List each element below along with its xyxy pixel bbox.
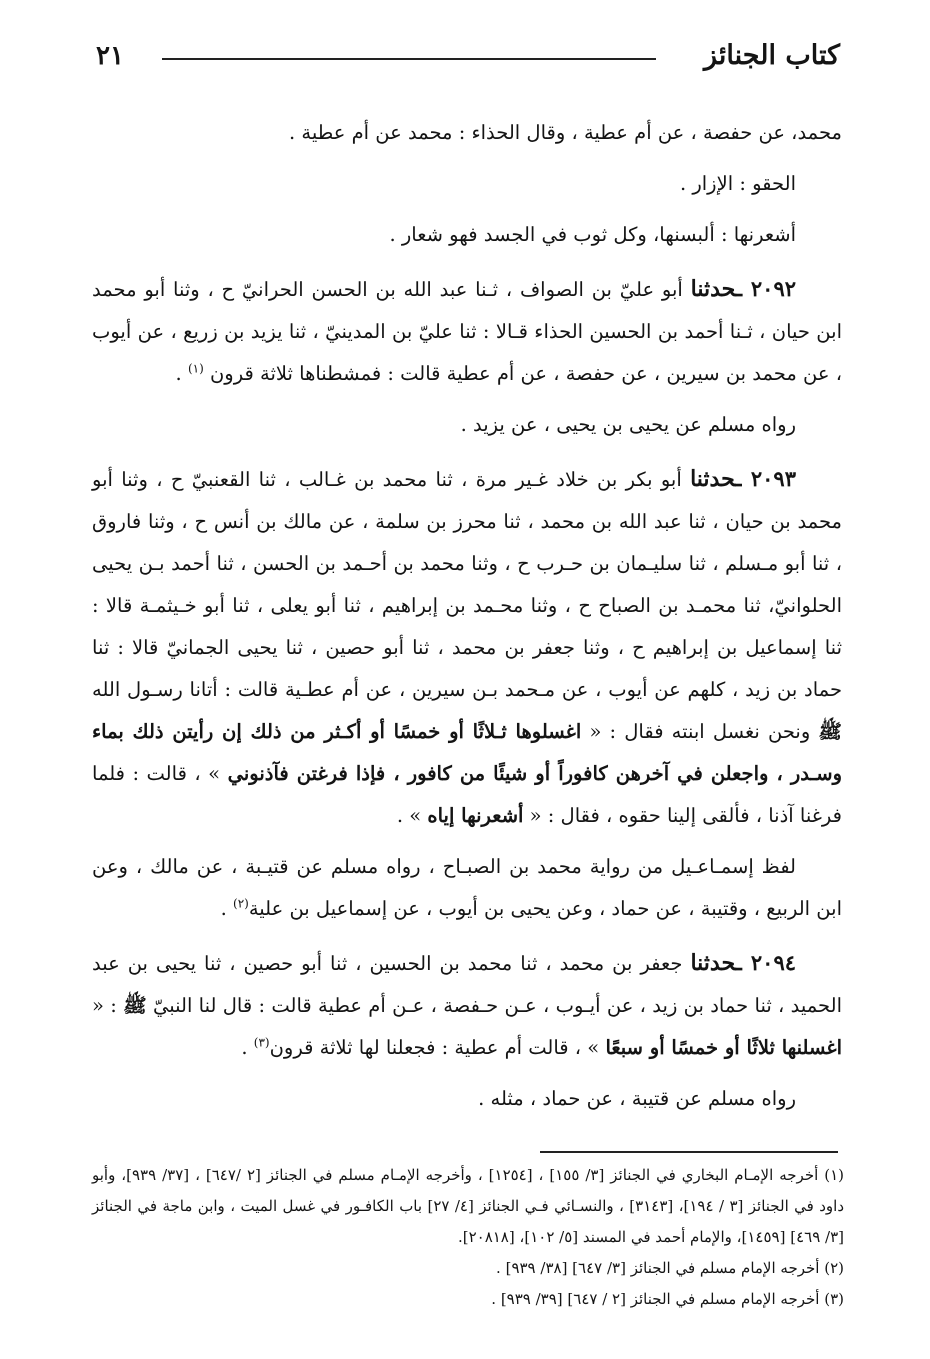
header-rule	[162, 58, 656, 60]
haddathana-label: حدثنا	[690, 276, 736, 302]
hadith-number: ٢٠٩٣ ـ	[735, 466, 796, 491]
hadith-number: ٢٠٩٤ ـ	[735, 950, 797, 975]
riwaya-2093	[92, 846, 842, 930]
footnote-2: (٢) أخرجه الإمام مسلم في الجنائز [٣/ ٦٤٧] [٣٨/ ٩٣٩] .	[496, 1259, 844, 1277]
hadith-end: .	[175, 362, 188, 385]
footnote-1: (١) أخرجه الإمـام البخاري في الجنائز [٣/ ١٥٥] ، [١٢٥٤] ، وأخرجه الإمـام مسلم في الجنائز [٢ /٦٤٧] ، [٣٧/ ٩٣٩]، وأبو داود في الجنائز [٣ / ١٩٤]، [٣١٤٣] ، والنسـائي فـي الجنائز [٤/ ٢٧] باب الكافـور في غسل الميت ، وابن ماجة في الجنائز [٣/ ٤٦٩] [١٤٥٩]، والإمام أحمد في المسند [٥/ ١٠٢]، [٢٠٨١٨].	[92, 1166, 845, 1246]
book-title: كتاب الجنائز	[704, 40, 840, 71]
footnotes	[92, 1160, 844, 1315]
hadith-matn: اغسلوها ثـلاثًا أو خمسًا أو أكـثر من ذلك إن رأيتن ذلك بماء وسـدر ، واجعلن في آخرهن كافوراً أو شيئًا من كافور ، فإذا فرغتن فآذنوني	[92, 720, 843, 785]
footnote-marker: (١)	[187, 361, 204, 376]
hadith-end: » .	[396, 804, 422, 827]
paragraph-gloss-haqw: الحقو : الإزار .	[679, 172, 796, 195]
hadith-2092	[92, 268, 842, 395]
salla-allahu-glyph: ﷺ	[818, 720, 842, 743]
hadith-number: ٢٠٩٢ ـ	[735, 276, 797, 301]
footnote-marker: (٣)	[253, 1035, 270, 1050]
footnote-marker: (٢)	[233, 896, 249, 911]
main-text	[92, 112, 842, 1129]
salla-allahu-glyph: ﷺ	[123, 994, 147, 1017]
hadith-text: أبو بكر بن خلاد غـير مرة ، ثنا محمد بن غـالب ، ثنا القعنبيّ ح ، وثنا أبو محمد بن حيان ، ثنا عبد الله بن محمد ، ثنا محرز بن سلمة ، عن مالك بن أنس ح ، وثنا فاروق ، ثنا أبو مـسلم ، ثنا سليـمان بن حـرب ح ، وثنا محمد بن أحـمد بن الحسن ، ثنا أحمد بـن يحيى الحلوانيّ، ثنا محمـد بن الصباح ح ، وثنا محـمد بن إبراهيم ، ثنا أبو يعلى ، ثنا أبو خـيثمـة قالا : ثنا إسماعيل بن إبراهيم ح ، وثنا جعفر بن محمد ، ثنا أبو حصين ، ثنا يحيى الجمانيّ قالا : ثنا حماد بن زيد ، كلهم عن أيوب ، عن مـحمد بـن سيرين ، عن أم عطـية قالت : أتانا رسـول الله	[92, 468, 842, 701]
hadith-2094	[92, 942, 842, 1069]
page-header	[96, 36, 840, 76]
paragraph-continuation: محمد، عن حفصة ، عن أم عطية ، وقال الحذاء : محمد عن أم عطية .	[289, 121, 842, 144]
hadith-text: جعفر بن محمد ، ثنا محمد بن الحسين ، ثنا أبو حصين ، ثنا يحيى بن عبد الحميد ، ثنا حماد بن زيد ، عن أيـوب ، عـن حـفصة ، عـن أم عطية قالت : قال لنا النبيّ	[92, 952, 842, 1017]
hadith-text-2: ونحن نغسل ابنته فقال : «	[589, 720, 811, 743]
paragraph-gloss-ashirnaha: أشعرنها : ألبسنها، وكل ثوب في الجسد فهو شعار .	[389, 223, 796, 246]
page-number: ٢١	[96, 41, 124, 71]
hadith-text-3: » ، قالت : فلما فرغنا آذنا ، فألقى إلينا حقوه ، فقال : «	[92, 762, 842, 827]
haddathana-label: حدثنا	[690, 466, 736, 492]
footnote-3: (٣) أخرجه الإمام مسلم في الجنائز [٢ / ٦٤٧] [٣٩/ ٩٣٩] .	[491, 1290, 844, 1308]
hadith-matn: اغسلنها ثلاثًا أو خمسًا أو سبعًا	[605, 1036, 842, 1059]
hadith-matn-2: أشعرنها إياه	[427, 804, 524, 827]
hadith-end: .	[241, 1036, 254, 1059]
riwaya-2092: رواه مسلم عن يحيى بن يحيى ، عن يزيد .	[460, 413, 796, 436]
riwaya-2094: رواه مسلم عن قتيبة ، عن حماد ، مثله .	[478, 1087, 796, 1110]
riwaya-text: لفظ إسمـاعـيل من رواية محمد بن الصبـاح ، رواه مسلم عن قتيـبة ، عن مالك ، وعن ابن الربيع ، وقتيبة ، عن حماد ، وعن يحيى بن أيوب ، عن إسماعيل بن علية	[92, 855, 842, 920]
riwaya-end: .	[220, 897, 233, 920]
footnote-rule	[540, 1151, 838, 1153]
hadith-text: أبو عليّ بن الصواف ، ثـنا عبد الله بن الحسن الحرانيّ ح ، وثنا أبو محمد ابن حيان ، ثـنا أحمد بن الحسين الحذاء قـالا : ثنا عليّ بن المدينيّ ، ثنا يزيد بن زريع ، عن أيوب ، عن محمد بن سيرين ، عن حفصة ، عن أم عطية قالت : فمشطناها ثلاثة قرون	[92, 278, 842, 385]
haddathana-label: حدثنا	[690, 950, 736, 976]
hadith-text-2: : «	[92, 994, 117, 1017]
hadith-2093	[92, 458, 842, 837]
hadith-text-3: » ، قالت أم عطية : فجعلنا لها ثلاثة قرون	[269, 1036, 600, 1059]
